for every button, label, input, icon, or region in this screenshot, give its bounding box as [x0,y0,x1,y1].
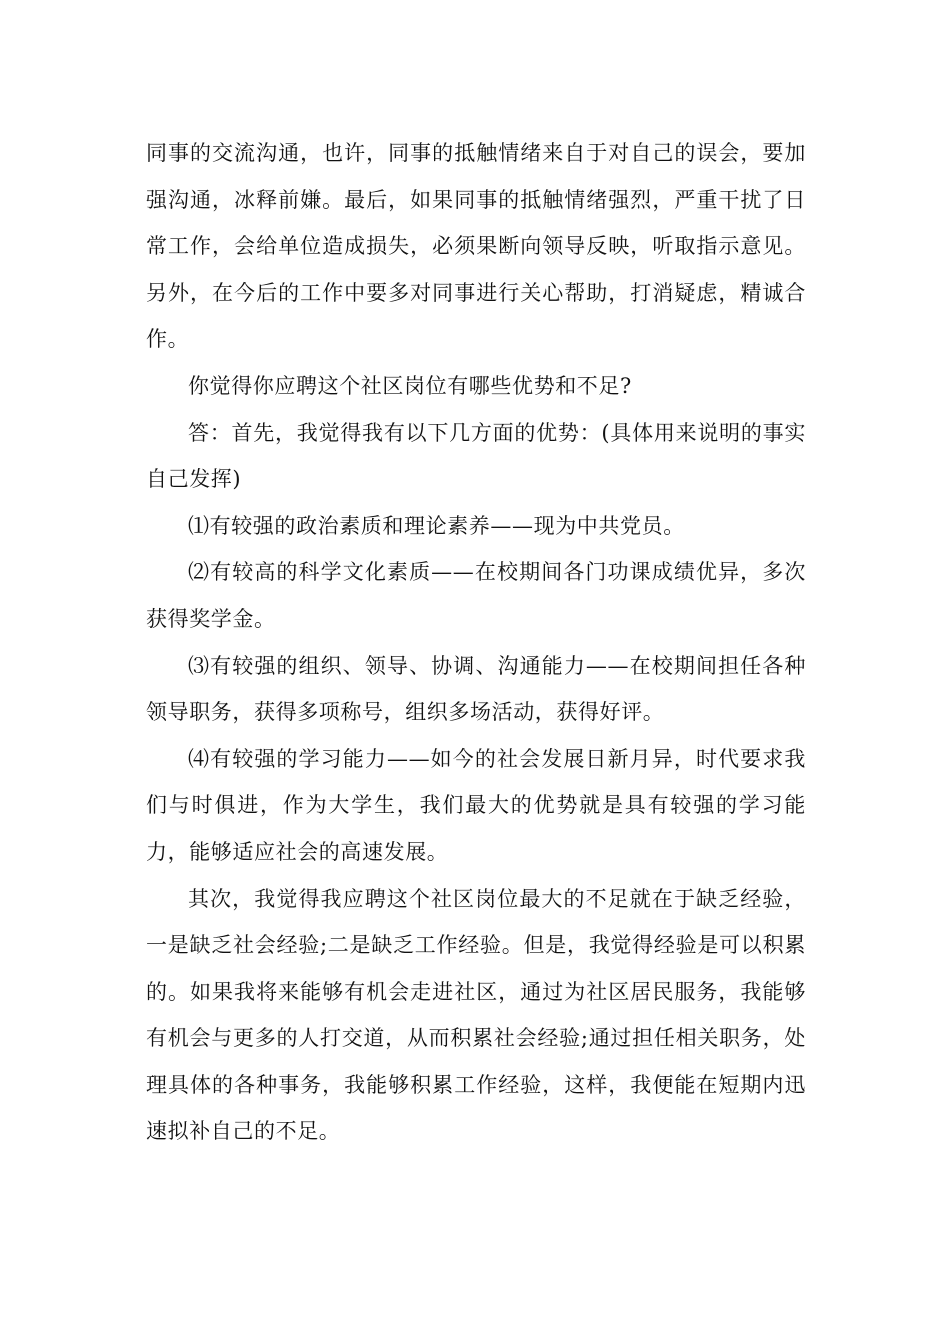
paragraph-shortcomings: 其次，我觉得我应聘这个社区岗位最大的不足就在于缺乏经验，一是缺乏社会经验;二是缺乏工作经验。但是，我觉得经验是可以积累的。如果我将来能够有机会走进社区，通过为社区居民服务，我能够有机会与更多的人打交道，从而积累社会经验;通过担任相关职务，处理具体的各种事务，我能够积累工作经验，这样，我便能在短期内迅速拟补自己的不足。 [146,886,806,1144]
paragraph-advantage-2: ⑵有较高的科学文化素质——在校期间各门功课成绩优异，多次获得奖学金。 [146,560,806,631]
paragraph-advantage-3: ⑶有较强的组织、领导、协调、沟通能力——在校期间担任各种领导职务，获得多项称号，组织多场活动，获得好评。 [146,653,806,725]
paragraph-advantage-1: ⑴有较强的政治素质和理论素养——现为中共党员。 [188,513,685,538]
document-body [146,130,806,1155]
paragraph-advantage-4: ⑷有较强的学习能力——如今的社会发展日新月异，时代要求我们与时俱进，作为大学生，我们最大的优势就是具有较强的学习能力，能够适应社会的高速发展。 [146,746,806,864]
paragraph-question: 你觉得你应聘这个社区岗位有哪些优势和不足? [188,373,632,398]
paragraph-answer-intro: 答：首先，我觉得我有以下几方面的优势：(具体用来说明的事实自己发挥) [146,420,806,492]
paragraph-continuation: 同事的交流沟通，也许，同事的抵触情绪来自于对自己的误会，要加强沟通，冰释前嫌。最后，如果同事的抵触情绪强烈，严重干扰了日常工作，会给单位造成损失，必须果断向领导反映，听取指示意见。另外，在今后的工作中要多对同事进行关心帮助，打消疑虑，精诚合作。 [146,141,806,352]
